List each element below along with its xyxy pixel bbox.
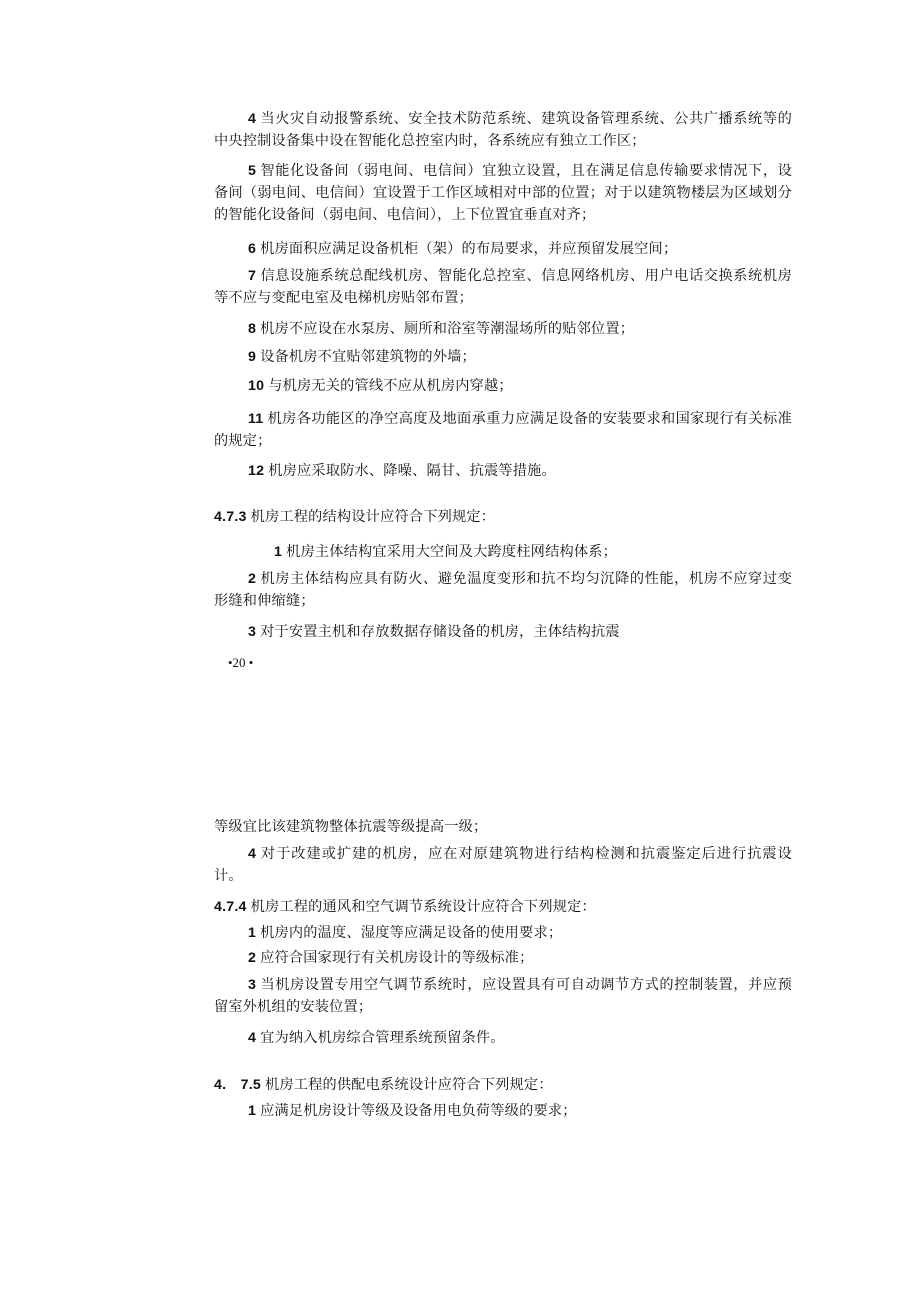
clause-text: 机房工程的供配电系统设计应符合下列规定： xyxy=(264,1077,553,1093)
item-text: 应符合国家现行有关机房设计的等级标准； xyxy=(260,950,534,966)
item-4-7-3-1 xyxy=(214,541,792,563)
item-number: 4 xyxy=(248,1030,257,1046)
item-number: 8 xyxy=(248,321,257,337)
item-4-7-4-4 xyxy=(214,1027,792,1049)
item-text: 机房各功能区的净空高度及地面承重力应满足设备的安装要求和国家现行有关标准的规定； xyxy=(214,411,792,449)
clause-number: 4.7.3 xyxy=(214,509,247,525)
clause-4-7-4 xyxy=(214,896,792,918)
item-number: 4 xyxy=(248,846,257,862)
item-number: 7 xyxy=(248,268,257,284)
item-text: 机房内的温度、湿度等应满足设备的使用要求； xyxy=(260,925,563,941)
item-6 xyxy=(214,238,792,260)
item-4-7-5-1 xyxy=(214,1100,792,1122)
item-number: 4 xyxy=(248,111,257,127)
item-number: 3 xyxy=(248,624,257,640)
page-number: •20 • xyxy=(228,655,254,670)
item-9 xyxy=(214,346,792,368)
item-7 xyxy=(214,265,792,309)
item-number: 1 xyxy=(248,1103,257,1119)
item-number: 12 xyxy=(248,463,265,479)
item-text: 信息设施系统总配线机房、智能化总控室、信息网络机房、用户电话交换系统机房等不应与变配电室及电梯机房贴邻布置； xyxy=(214,268,792,306)
item-text: 设备机房不宜贴邻建筑物的外墙； xyxy=(260,349,476,365)
item-number: 10 xyxy=(248,378,265,394)
item-number: 9 xyxy=(248,349,257,365)
item-number: 5 xyxy=(248,163,257,179)
item-text: 对于安置主机和存放数据存储设备的机房，主体结构抗震 xyxy=(260,624,620,640)
item-number: 11 xyxy=(248,411,264,427)
clause-4-7-3 xyxy=(214,506,792,528)
item-10 xyxy=(214,375,792,397)
item-4-7-4-2 xyxy=(214,947,792,969)
item-4-7-3-3 xyxy=(214,621,792,643)
item-4-7-4-1 xyxy=(214,922,792,944)
item-number: 1 xyxy=(274,544,283,560)
item-text: 应满足机房设计等级及设备用电负荷等级的要求； xyxy=(260,1103,577,1119)
clause-4-7-5 xyxy=(214,1074,792,1096)
item-text: 智能化设备间（弱电间、电信间）宜独立设置，且在满足信息传输要求情况下，设备间（弱电间、电信间）宜设置于工作区域相对中部的位置；对于以建筑物楼层为区域划分的智能化设备间（弱电间、电信间），上下位置宜垂直对齐； xyxy=(214,163,792,223)
item-12 xyxy=(214,460,792,482)
item-text: 对于改建或扩建的机房，应在对原建筑物进行结构检测和抗震鉴定后进行抗震设计。 xyxy=(214,846,792,884)
item-number: 6 xyxy=(248,241,257,257)
item-number: 2 xyxy=(248,950,257,966)
item-text: 当机房设置专用空气调节系统时，应设置具有可自动调节方式的控制装置，并应预留室外机组的安装位置； xyxy=(214,977,792,1015)
item-text: 机房面积应满足设备机柜（架）的布局要求，并应预留发展空间； xyxy=(260,241,678,257)
item-text: 机房主体结构宜采用大空间及大跨度柱网结构体系； xyxy=(286,544,618,560)
clause-text: 机房工程的结构设计应符合下列规定： xyxy=(250,509,496,525)
item-text: 宜为纳入机房综合管理系统预留条件。 xyxy=(260,1030,505,1046)
item-text: 当火灾自动报警系统、安全技术防范系统、建筑设备管理系统、公共广播系统等的中央控制设备集中设在智能化总控室内时，各系统应有独立工作区； xyxy=(214,111,792,149)
item-text: 机房不应设在水泵房、厕所和浴室等潮湿场所的贴邻位置； xyxy=(260,321,635,337)
continued-text: 等级宜比该建筑物整体抗震等级提高一级； xyxy=(214,819,488,835)
clause-number: 4.7.4 xyxy=(214,899,247,915)
item-5 xyxy=(214,160,792,226)
item-4-7-3-4 xyxy=(214,843,792,887)
item-8 xyxy=(214,318,792,340)
clause-number: 4. 7.5 xyxy=(214,1077,261,1093)
item-text: 机房主体结构应具有防火、避免温度变形和抗不均匀沉降的性能，机房不应穿过变形缝和伸缩缝； xyxy=(214,571,792,609)
item-4-7-3-2 xyxy=(214,568,792,612)
item-number: 2 xyxy=(248,571,257,587)
item-number: 3 xyxy=(248,977,257,993)
item-text: 机房应采取防水、降噪、隔甘、抗震等措施。 xyxy=(268,463,556,479)
item-text: 与机房无关的管线不应从机房内穿越； xyxy=(268,378,513,394)
item-4-7-4-3 xyxy=(214,974,792,1018)
item-number: 1 xyxy=(248,925,257,941)
clause-text: 机房工程的通风和空气调节系统设计应符合下列规定： xyxy=(250,899,596,915)
item-11 xyxy=(214,408,792,452)
item-4 xyxy=(214,108,792,152)
